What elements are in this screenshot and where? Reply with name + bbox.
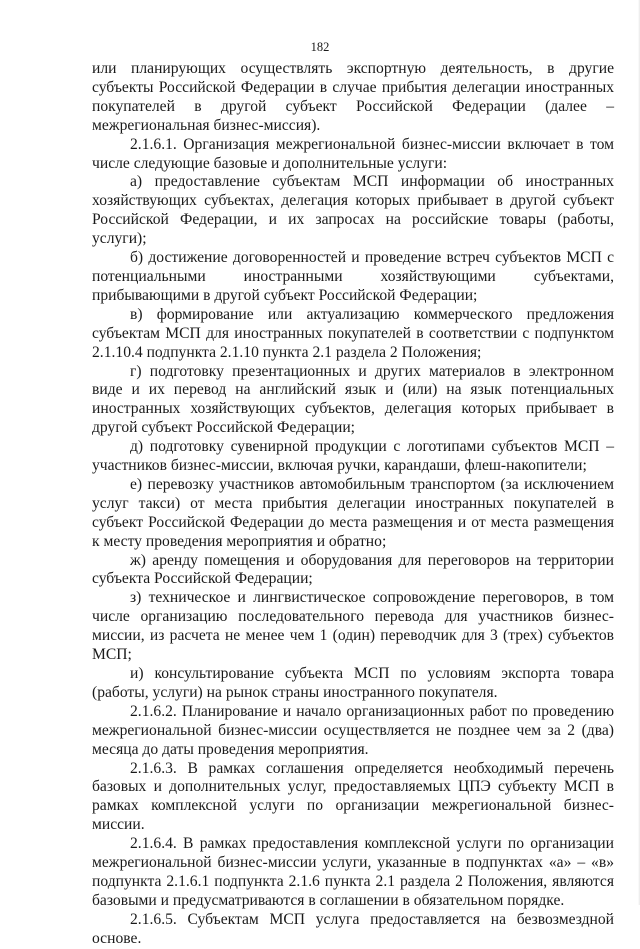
paragraph-2-1-6-2: 2.1.6.2. Планирование и начало организационных работ по проведению межрегиональной бизнес-миссии осуществляется не позднее чем за 2 (два) месяца до даты проведения мероприятия. [92,702,614,758]
list-item-i: и) консультирование субъекта МСП по условиям экспорта товара (работы, услуги) на рынок страны иностранного покупателя. [92,665,614,701]
list-item-a: а) предоставление субъектам МСП информации об иностранных хозяйствующих субъектах, делегация которых прибывает в другой субъект Российской Федерации, и их запросах на российские товары (работы, услуги); [92,173,614,248]
document-body [92,60,614,949]
list-item-v: в) формирование или актуализацию коммерческого предложения субъектам МСП для иностранных покупателей в соответствии с подпунктом 2.1.10.4 подпункта 2.1.10 пункта 2.1 раздела 2 Положения; [92,305,614,361]
paragraph-2-1-6-3: 2.1.6.3. В рамках соглашения определяется необходимый перечень базовых и дополнительных услуг, предоставляемых ЦПЭ субъекту МСП в рамках комплексной услуги по организации межрегиональной бизнес-миссии. [92,759,614,834]
list-item-b: б) достижение договоренностей и проведение встреч субъектов МСП с потенциальными иностранными хозяйствующими субъектами, прибывающими в другой субъект Российской Федерации; [92,249,614,304]
paragraph-continuation: или планирующих осуществлять экспортную деятельность, в другие субъекты Российской Федерации в случае прибытия делегации иностранных покупателей в другой субъект Российской Федерации (далее – межрегиональная бизнес-миссия). [92,60,614,134]
paragraph-2-1-6-5: 2.1.6.5. Субъектам МСП услуга предоставляется на безвозмездной основе. [92,910,614,947]
paragraph-2-1-6-1: 2.1.6.1. Организация межрегиональной бизнес-миссии включает в том числе следующие базовые и дополнительные услуги: [92,135,614,172]
page-number: 182 [310,40,330,54]
paragraph-2-1-6-4: 2.1.6.4. В рамках предоставления комплексной услуги по организации межрегиональной бизнес-миссии услуги, указанные в подпунктах «а» – «в» подпункта 2.1.6.1 подпункта 2.1.6 пункта 2.1 раздела 2 Положения, являются базовыми и предусматриваются в соглашении в обязательном порядке. [92,835,614,909]
list-item-z: з) техническое и лингвистическое сопровождение переговоров, в том числе организацию последовательного перевода для участников бизнес-миссии, из расчета не менее чем 1 (один) переводчик для 3 (трех) субъектов МСП; [92,589,614,664]
list-item-d: д) подготовку сувенирной продукции с логотипами субъектов МСП – участников бизнес-миссии, включая ручки, карандаши, флеш-накопители; [92,438,614,475]
list-item-e: е) перевозку участников автомобильным транспортом (за исключением услуг такси) от места прибытия делегации иностранных покупателей в субъект Российской Федерации до места размещения и от места размещения к месту проведения мероприятия и обратно; [92,475,614,550]
list-item-g: г) подготовку презентационных и других материалов в электронном виде и их перевод на английский язык и (или) на язык потенциальных иностранных хозяйствующих субъектов, делегация которых прибывает в другой субъект Российской Федерации; [92,362,614,437]
list-item-zh: ж) аренду помещения и оборудования для переговоров на территории субъекта Российской Федерации; [92,551,614,588]
